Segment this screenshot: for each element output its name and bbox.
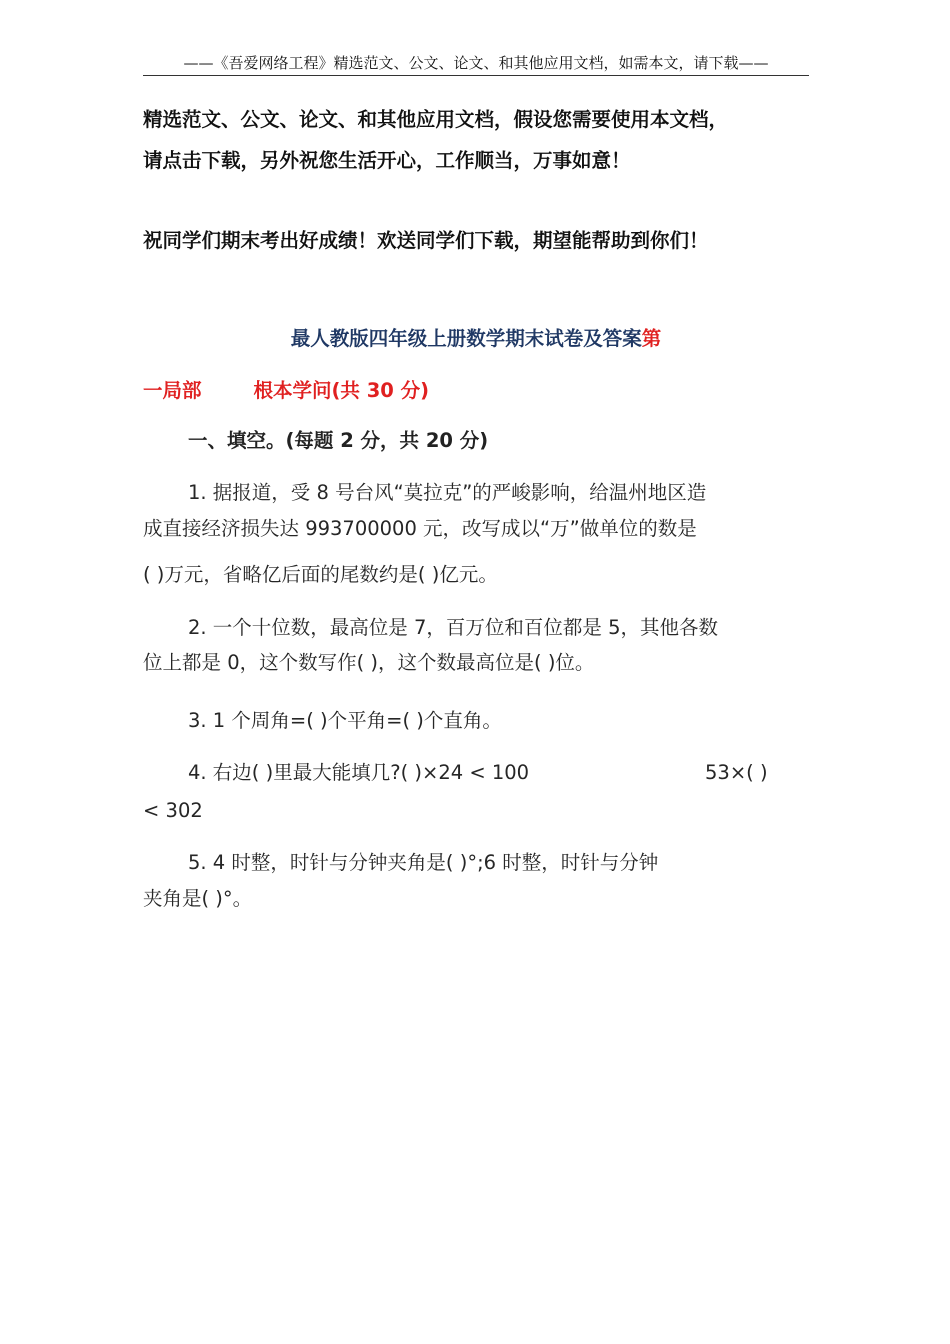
page-header: ——《吾爱网络工程》精选范文、公文、论文、和其他应用文档，如需本文，请下载—— bbox=[183, 54, 769, 72]
part-heading bbox=[143, 378, 429, 404]
title-main: 最人教版四年级上册数学期末试卷及答案 bbox=[290, 327, 642, 350]
question-1-line-3: ( )万元，省略亿后面的尾数约是( )亿元。 bbox=[143, 563, 498, 586]
question-2-line-2: 位上都是 0，这个数写作( )，这个数最高位是( )位。 bbox=[143, 651, 595, 674]
question-4-line-1-right: 53×( ) bbox=[705, 761, 768, 784]
question-4-line-1: 4. 右边( )里最大能填几?( )×24 < 100 bbox=[188, 761, 530, 784]
part-label: 一局部 bbox=[143, 379, 202, 402]
question-1-line-2: 成直接经济损失达 993700000 元，改写成以“万”做单位的数是 bbox=[143, 517, 697, 540]
question-3-line-1: 3. 1 个周角=( )个平角=( )个直角。 bbox=[188, 709, 502, 732]
question-4-line-2: < 302 bbox=[143, 799, 203, 822]
intro-wish: 祝同学们期末考出好成绩！欢送同学们下载，期望能帮助到你们！ bbox=[143, 229, 709, 252]
question-1-line-1: 1. 据报道，受 8 号台风“莫拉克”的严峻影响，给温州地区造 bbox=[188, 481, 707, 504]
question-2-line-1: 2. 一个十位数，最高位是 7，百万位和百位都是 5，其他各数 bbox=[188, 616, 719, 639]
title-suffix: 第 bbox=[641, 327, 662, 350]
intro-line-1: 精选范文、公文、论文、和其他应用文档，假设您需要使用本文档， bbox=[143, 108, 729, 131]
header-divider bbox=[143, 75, 809, 76]
intro-line-2: 请点击下载，另外祝您生活开心，工作顺当，万事如意！ bbox=[143, 149, 631, 172]
section-heading: 一、填空。(每题 2 分，共 20 分) bbox=[188, 429, 489, 452]
question-5-line-2: 夹角是( )°。 bbox=[143, 887, 253, 910]
part-name: 根本学问(共 30 分) bbox=[253, 379, 430, 402]
document-title bbox=[143, 326, 809, 352]
question-5-line-1: 5. 4 时整，时针与分钟夹角是( )°;6 时整，时针与分钟 bbox=[188, 851, 659, 874]
